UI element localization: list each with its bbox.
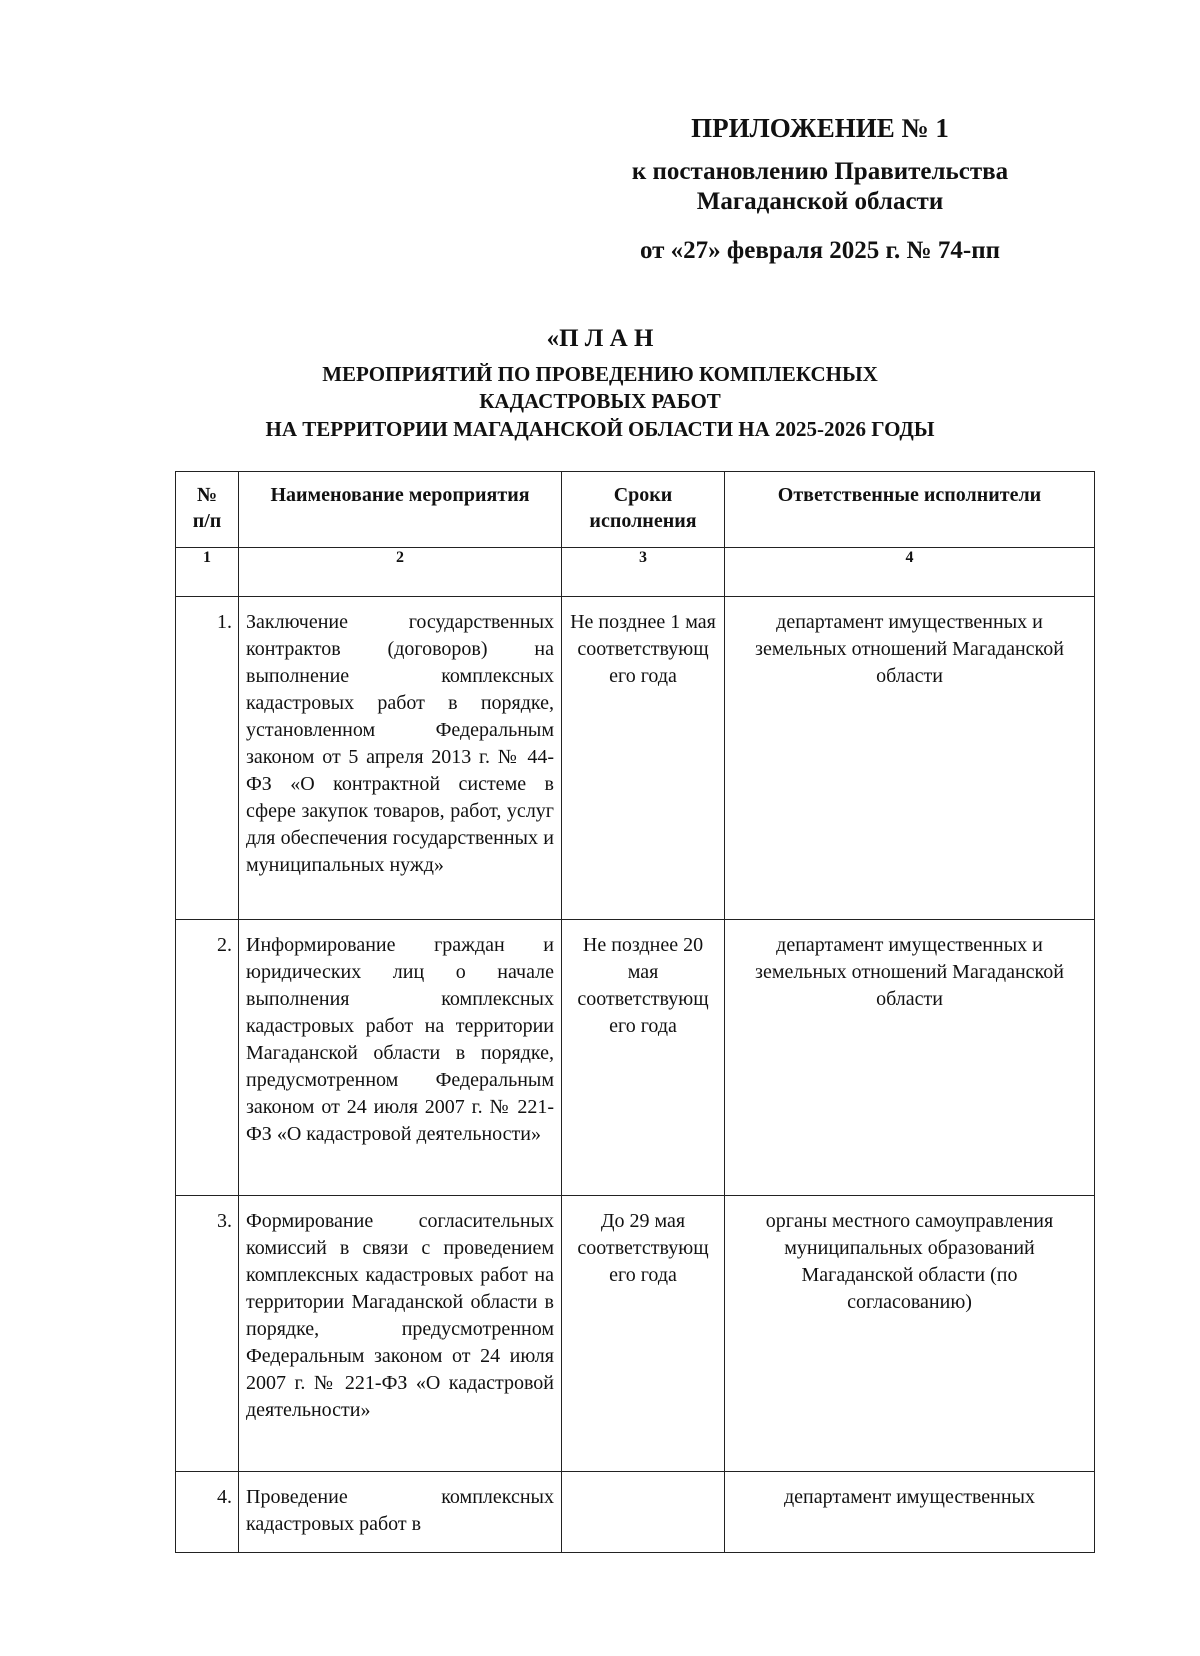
- appendix-date: от «27» февраля 2025 г. № 74-пп: [639, 237, 1001, 264]
- row-responsible: департамент имущественных: [725, 1472, 1095, 1553]
- row-responsible: органы местного самоуправления муниципальных образований Магаданской области (по согласованию): [725, 1196, 1095, 1472]
- row-number: 3.: [176, 1196, 239, 1472]
- row-term: [562, 1472, 725, 1553]
- column-number: 2: [239, 548, 562, 597]
- row-activity: Заключение государственных контрактов (договоров) на выполнение комплексных кадастровых работ в порядке, установленном Федеральным законом от 5 апреля 2013 г. № 44-ФЗ «О контрактной системе в сфере закупок товаров, работ, услуг для обеспечения государственных и муниципальных нужд»: [239, 597, 562, 920]
- row-responsible: департамент имущественных и земельных отношений Магаданской области: [725, 920, 1095, 1196]
- row-term: Не позднее 1 мая соответствующ его года: [562, 597, 725, 920]
- plan-heading: «П Л А Н: [546, 325, 654, 352]
- header-name: Наименование мероприятия: [239, 472, 562, 548]
- row-responsible: департамент имущественных и земельных отношений Магаданской области: [725, 597, 1095, 920]
- row-activity: Формирование согласительных комиссий в связи с проведением комплексных кадастровых работ на территории Магаданской области в порядке, предусмотренном Федеральным законом от 24 июля 2007 г. № 221-ФЗ «О кадастровой деятельности»: [239, 1196, 562, 1472]
- row-activity: Проведение комплексных кадастровых работ в: [239, 1472, 562, 1553]
- appendix-title: ПРИЛОЖЕНИЕ № 1: [691, 113, 949, 143]
- header-responsible: Ответственные исполнители: [725, 472, 1095, 548]
- plan-subtitle-line-3: НА ТЕРРИТОРИИ МАГАДАНСКОЙ ОБЛАСТИ НА 2025-2026 ГОДЫ: [265, 417, 935, 441]
- row-number: 2.: [176, 920, 239, 1196]
- row-number: 4.: [176, 1472, 239, 1553]
- row-number: 1.: [176, 597, 239, 920]
- table-row: [176, 1472, 1095, 1553]
- table-row: [176, 920, 1095, 1196]
- appendix-region-line: Магаданской области: [696, 188, 944, 215]
- column-number-row: [176, 548, 1095, 597]
- plan-subtitle-line-2: КАДАСТРОВЫХ РАБОТ: [479, 389, 721, 413]
- table-row: [176, 597, 1095, 920]
- header-no: № п/п: [176, 472, 239, 548]
- row-term: До 29 мая соответствующ его года: [562, 1196, 725, 1472]
- header-term: Сроки исполнения: [562, 472, 725, 548]
- row-term: Не позднее 20 мая соответствующ его года: [562, 920, 725, 1196]
- plan-table: [175, 471, 1095, 1553]
- table-row: [176, 1196, 1095, 1472]
- plan-subtitle-line-1: МЕРОПРИЯТИЙ ПО ПРОВЕДЕНИЮ КОМПЛЕКСНЫХ: [322, 362, 878, 386]
- row-activity: Информирование граждан и юридических лиц о начале выполнения комплексных кадастровых работ на территории Магаданской области в порядке, предусмотренном Федеральным законом от 24 июля 2007 г. № 221-ФЗ «О кадастровой деятельности»: [239, 920, 562, 1196]
- column-number: 4: [725, 548, 1095, 597]
- table-header-row: [176, 472, 1095, 548]
- column-number: 1: [176, 548, 239, 597]
- appendix-resolution-line: к постановлению Правительства: [631, 158, 1009, 185]
- column-number: 3: [562, 548, 725, 597]
